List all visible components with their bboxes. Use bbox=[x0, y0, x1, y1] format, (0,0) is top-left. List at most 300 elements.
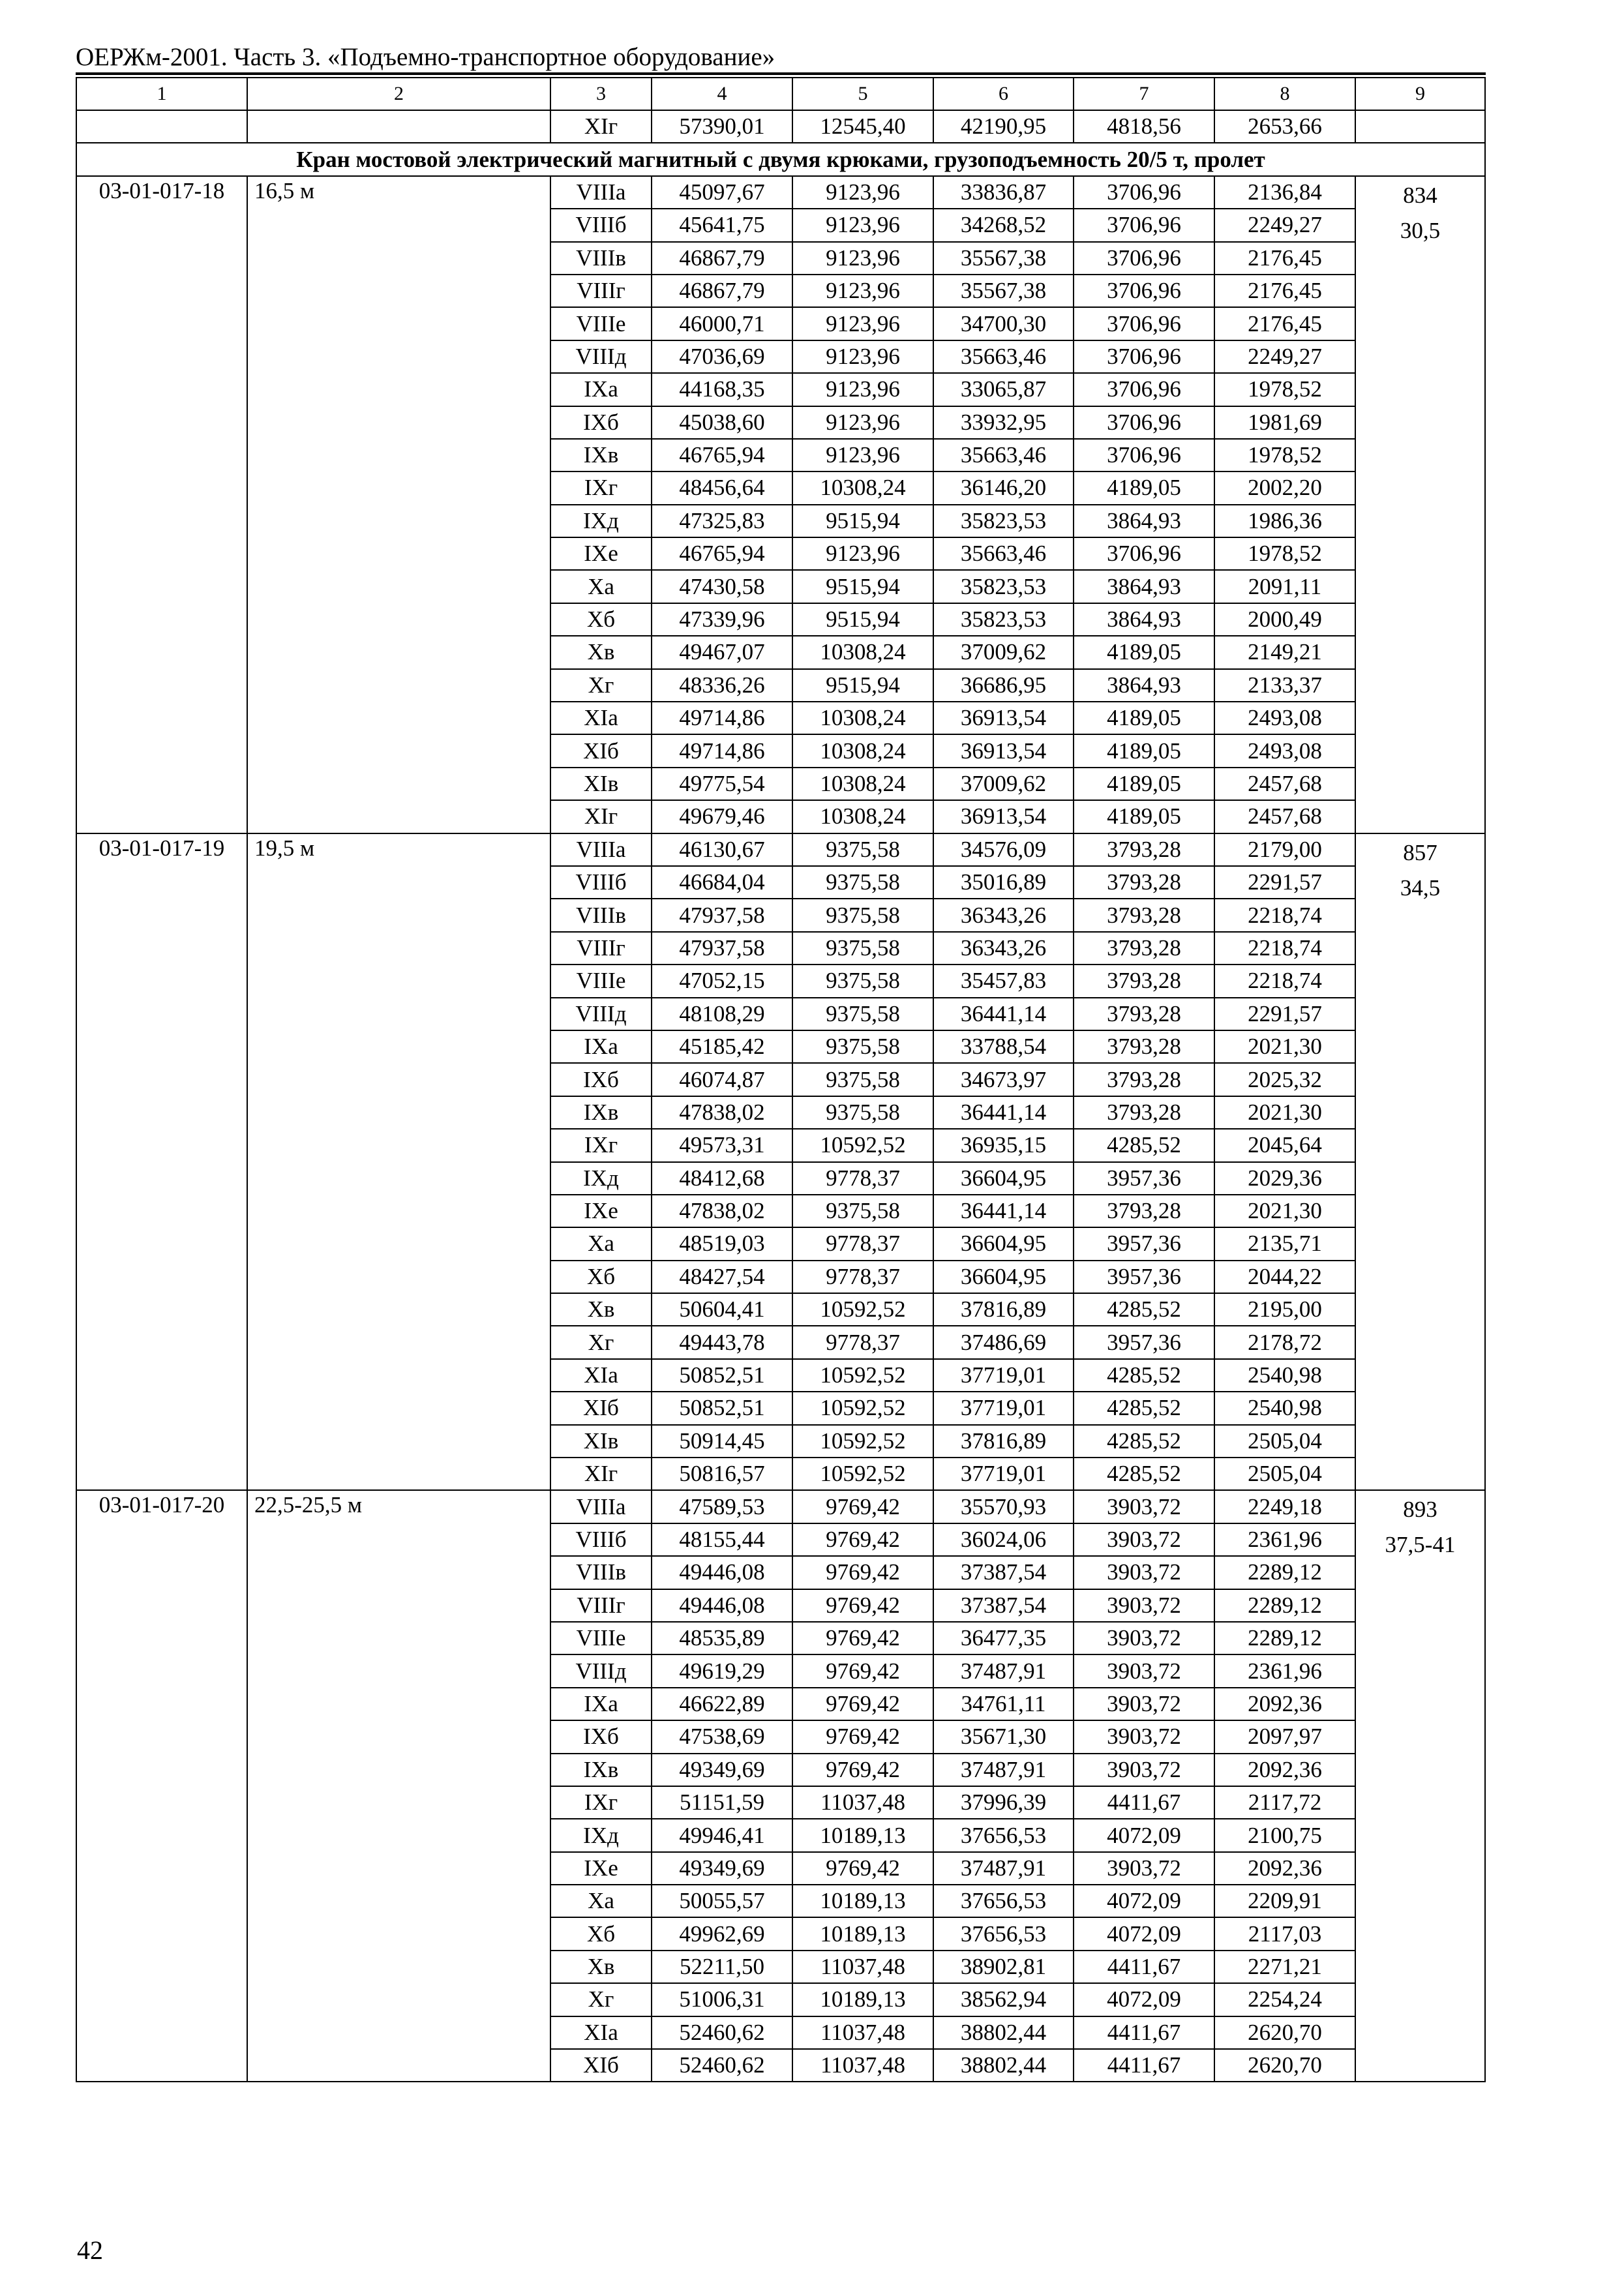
value-cell: 50852,51 bbox=[652, 1392, 792, 1424]
category-cell: Xг bbox=[550, 669, 652, 702]
value-cell: 37996,39 bbox=[933, 1786, 1074, 1819]
value-cell: 2218,74 bbox=[1214, 899, 1355, 931]
category-cell: VIIIв bbox=[550, 899, 652, 931]
value-cell: 3706,96 bbox=[1074, 176, 1214, 209]
column-number: 4 bbox=[652, 78, 792, 110]
value-cell: 2540,98 bbox=[1214, 1359, 1355, 1392]
value-cell: 3864,93 bbox=[1074, 603, 1214, 636]
value-cell: 1981,69 bbox=[1214, 406, 1355, 439]
value-cell: 4072,09 bbox=[1074, 1917, 1214, 1950]
value-cell: 3706,96 bbox=[1074, 406, 1214, 439]
value-cell: 35823,53 bbox=[933, 603, 1074, 636]
category-cell: IXг bbox=[550, 1129, 652, 1161]
value-cell: 9375,58 bbox=[792, 998, 933, 1030]
value-cell: 4072,09 bbox=[1074, 1819, 1214, 1851]
section-title-row bbox=[76, 143, 1485, 175]
value-cell: 9778,37 bbox=[792, 1261, 933, 1293]
value-cell: 9123,96 bbox=[792, 242, 933, 275]
value-cell: 2025,32 bbox=[1214, 1063, 1355, 1096]
value-cell: 2218,74 bbox=[1214, 932, 1355, 965]
value-cell: 9375,58 bbox=[792, 1030, 933, 1063]
value-cell: 9778,37 bbox=[792, 1162, 933, 1195]
value-cell: 2136,84 bbox=[1214, 176, 1355, 209]
value-cell: 2209,91 bbox=[1214, 1885, 1355, 1917]
value-cell: 3864,93 bbox=[1074, 669, 1214, 702]
value-cell: 9769,42 bbox=[792, 1654, 933, 1687]
value-cell: 11037,48 bbox=[792, 1786, 933, 1819]
value-cell: 46765,94 bbox=[652, 537, 792, 570]
value-cell: 2092,36 bbox=[1214, 1688, 1355, 1720]
category-cell: XIa bbox=[550, 702, 652, 734]
value-cell: 47325,83 bbox=[652, 505, 792, 537]
value-cell: 9375,58 bbox=[792, 965, 933, 997]
value-cell: 35823,53 bbox=[933, 570, 1074, 603]
category-cell: XIб bbox=[550, 734, 652, 767]
rates-table bbox=[76, 77, 1486, 2082]
value-cell: 35567,38 bbox=[933, 275, 1074, 307]
value-cell: 36604,95 bbox=[933, 1227, 1074, 1260]
value-cell: 4285,52 bbox=[1074, 1293, 1214, 1326]
value-cell: 46622,89 bbox=[652, 1688, 792, 1720]
category-cell: IXб bbox=[550, 1063, 652, 1096]
value-cell: 2289,12 bbox=[1214, 1622, 1355, 1654]
value-cell: 2092,36 bbox=[1214, 1754, 1355, 1786]
value-cell: 36343,26 bbox=[933, 899, 1074, 931]
category-cell: VIIIв bbox=[550, 242, 652, 275]
table-row bbox=[76, 176, 1485, 209]
value-cell: 4189,05 bbox=[1074, 768, 1214, 800]
value-cell: 10592,52 bbox=[792, 1425, 933, 1458]
value-cell: 47589,53 bbox=[652, 1490, 792, 1523]
value-cell: 2540,98 bbox=[1214, 1392, 1355, 1424]
value-cell: 3793,28 bbox=[1074, 998, 1214, 1030]
value-cell: 9123,96 bbox=[792, 275, 933, 307]
value-cell: 48456,64 bbox=[652, 471, 792, 504]
value-cell: 2291,57 bbox=[1214, 866, 1355, 899]
value-cell: 2457,68 bbox=[1214, 800, 1355, 833]
value-cell: 4189,05 bbox=[1074, 636, 1214, 668]
value-cell: 3957,36 bbox=[1074, 1261, 1214, 1293]
value-cell: 3903,72 bbox=[1074, 1622, 1214, 1654]
value-cell: 3957,36 bbox=[1074, 1227, 1214, 1260]
value-cell: 34761,11 bbox=[933, 1688, 1074, 1720]
category-cell: VIIIд bbox=[550, 1654, 652, 1687]
col9-value-a: 857 bbox=[1403, 839, 1437, 865]
category-cell: XIa bbox=[550, 1359, 652, 1392]
value-cell: 52460,62 bbox=[652, 2016, 792, 2049]
value-cell: 9515,94 bbox=[792, 603, 933, 636]
value-cell: 36935,15 bbox=[933, 1129, 1074, 1161]
value-cell: 10189,13 bbox=[792, 1917, 933, 1950]
value-cell: 4411,67 bbox=[1074, 1951, 1214, 1983]
value-cell: 10189,13 bbox=[792, 1819, 933, 1851]
value-cell: 47538,69 bbox=[652, 1720, 792, 1753]
value-cell: 2133,37 bbox=[1214, 669, 1355, 702]
value-cell: 45185,42 bbox=[652, 1030, 792, 1063]
category-cell: Xa bbox=[550, 1227, 652, 1260]
value-cell: 46765,94 bbox=[652, 439, 792, 471]
category-cell: IXг bbox=[550, 471, 652, 504]
value-cell: 48412,68 bbox=[652, 1162, 792, 1195]
value-cell: 10592,52 bbox=[792, 1129, 933, 1161]
value-cell: 49467,07 bbox=[652, 636, 792, 668]
value-cell: 37487,91 bbox=[933, 1852, 1074, 1885]
value-cell: 47052,15 bbox=[652, 965, 792, 997]
value-cell: 2176,45 bbox=[1214, 242, 1355, 275]
value-cell: 37387,54 bbox=[933, 1556, 1074, 1589]
value-cell: 38802,44 bbox=[933, 2049, 1074, 2082]
value-cell: 9375,58 bbox=[792, 899, 933, 931]
category-cell: VIIIб bbox=[550, 866, 652, 899]
col9-value-b: 37,5-41 bbox=[1385, 1532, 1456, 1558]
column-number: 6 bbox=[933, 78, 1074, 110]
value-cell: 4189,05 bbox=[1074, 471, 1214, 504]
col9-value-b: 34,5 bbox=[1400, 875, 1441, 901]
value-cell: 9769,42 bbox=[792, 1589, 933, 1622]
value-cell: 4189,05 bbox=[1074, 800, 1214, 833]
value-cell: 36913,54 bbox=[933, 734, 1074, 767]
value-cell: 2021,30 bbox=[1214, 1195, 1355, 1227]
value-cell: 10308,24 bbox=[792, 768, 933, 800]
category-cell: Xв bbox=[550, 1293, 652, 1326]
value-cell: 33065,87 bbox=[933, 373, 1074, 406]
category-cell: VIIIa bbox=[550, 833, 652, 866]
value-cell: 3793,28 bbox=[1074, 899, 1214, 931]
table-body bbox=[76, 78, 1485, 2082]
category-cell: VIIIe bbox=[550, 965, 652, 997]
column-number: 2 bbox=[247, 78, 550, 110]
value-cell: 49349,69 bbox=[652, 1852, 792, 1885]
value-cell: 51151,59 bbox=[652, 1786, 792, 1819]
value-cell: 9375,58 bbox=[792, 1063, 933, 1096]
value-cell: 2117,72 bbox=[1214, 1786, 1355, 1819]
value-cell: 47339,96 bbox=[652, 603, 792, 636]
category-cell: XIб bbox=[550, 1392, 652, 1424]
value-cell: 2176,45 bbox=[1214, 275, 1355, 307]
table-cell: XIг bbox=[550, 110, 652, 143]
value-cell: 9769,42 bbox=[792, 1754, 933, 1786]
value-cell: 46867,79 bbox=[652, 275, 792, 307]
value-cell: 36913,54 bbox=[933, 800, 1074, 833]
value-cell: 9769,42 bbox=[792, 1556, 933, 1589]
value-cell: 2361,96 bbox=[1214, 1654, 1355, 1687]
value-cell: 11037,48 bbox=[792, 2016, 933, 2049]
value-cell: 35457,83 bbox=[933, 965, 1074, 997]
value-cell: 37816,89 bbox=[933, 1425, 1074, 1458]
value-cell: 9123,96 bbox=[792, 439, 933, 471]
value-cell: 2092,36 bbox=[1214, 1852, 1355, 1885]
value-cell: 48519,03 bbox=[652, 1227, 792, 1260]
value-cell: 52211,50 bbox=[652, 1951, 792, 1983]
category-cell: IXe bbox=[550, 1852, 652, 1885]
value-cell: 9123,96 bbox=[792, 537, 933, 570]
value-cell: 35663,46 bbox=[933, 340, 1074, 373]
value-cell: 9769,42 bbox=[792, 1720, 933, 1753]
value-cell: 2493,08 bbox=[1214, 702, 1355, 734]
value-cell: 47838,02 bbox=[652, 1096, 792, 1129]
value-cell: 33836,87 bbox=[933, 176, 1074, 209]
category-cell: Xa bbox=[550, 570, 652, 603]
column-number: 9 bbox=[1355, 78, 1485, 110]
value-cell: 3903,72 bbox=[1074, 1688, 1214, 1720]
value-cell: 3793,28 bbox=[1074, 1195, 1214, 1227]
value-cell: 3706,96 bbox=[1074, 242, 1214, 275]
value-cell: 47937,58 bbox=[652, 932, 792, 965]
value-cell: 4411,67 bbox=[1074, 1786, 1214, 1819]
value-cell: 49775,54 bbox=[652, 768, 792, 800]
category-cell: XIг bbox=[550, 800, 652, 833]
value-cell: 4285,52 bbox=[1074, 1425, 1214, 1458]
category-cell: IXб bbox=[550, 1720, 652, 1753]
value-cell: 52460,62 bbox=[652, 2049, 792, 2082]
value-cell: 35567,38 bbox=[933, 242, 1074, 275]
category-cell: IXд bbox=[550, 505, 652, 537]
value-cell: 36913,54 bbox=[933, 702, 1074, 734]
value-cell: 47937,58 bbox=[652, 899, 792, 931]
value-cell: 9769,42 bbox=[792, 1622, 933, 1654]
value-cell: 49349,69 bbox=[652, 1754, 792, 1786]
value-cell: 3903,72 bbox=[1074, 1720, 1214, 1753]
value-cell: 3706,96 bbox=[1074, 340, 1214, 373]
category-cell: IXe bbox=[550, 1195, 652, 1227]
category-cell: IXв bbox=[550, 1754, 652, 1786]
value-cell: 10189,13 bbox=[792, 1983, 933, 2016]
value-cell: 1986,36 bbox=[1214, 505, 1355, 537]
table-cell bbox=[1355, 110, 1485, 143]
value-cell: 9515,94 bbox=[792, 669, 933, 702]
value-cell: 9515,94 bbox=[792, 570, 933, 603]
category-cell: XIв bbox=[550, 1425, 652, 1458]
category-cell: XIб bbox=[550, 2049, 652, 2082]
category-cell: XIв bbox=[550, 768, 652, 800]
value-cell: 45097,67 bbox=[652, 176, 792, 209]
value-cell: 2135,71 bbox=[1214, 1227, 1355, 1260]
value-cell: 33788,54 bbox=[933, 1030, 1074, 1063]
col9-cell bbox=[1355, 1490, 1485, 2082]
value-cell: 2271,21 bbox=[1214, 1951, 1355, 1983]
value-cell: 4072,09 bbox=[1074, 1885, 1214, 1917]
value-cell: 2249,18 bbox=[1214, 1490, 1355, 1523]
value-cell: 46867,79 bbox=[652, 242, 792, 275]
category-cell: VIIIб bbox=[550, 209, 652, 241]
table-cell: 12545,40 bbox=[792, 110, 933, 143]
value-cell: 3957,36 bbox=[1074, 1162, 1214, 1195]
value-cell: 48108,29 bbox=[652, 998, 792, 1030]
value-cell: 36024,06 bbox=[933, 1523, 1074, 1556]
value-cell: 4072,09 bbox=[1074, 1983, 1214, 2016]
value-cell: 4285,52 bbox=[1074, 1359, 1214, 1392]
value-cell: 9515,94 bbox=[792, 505, 933, 537]
category-cell: Xб bbox=[550, 603, 652, 636]
value-cell: 46130,67 bbox=[652, 833, 792, 866]
table-cell bbox=[76, 110, 247, 143]
value-cell: 3793,28 bbox=[1074, 1030, 1214, 1063]
category-cell: IXa bbox=[550, 373, 652, 406]
value-cell: 2097,97 bbox=[1214, 1720, 1355, 1753]
category-cell: XIa bbox=[550, 2016, 652, 2049]
category-cell: IXa bbox=[550, 1030, 652, 1063]
value-cell: 46074,87 bbox=[652, 1063, 792, 1096]
value-cell: 34268,52 bbox=[933, 209, 1074, 241]
item-code: 03-01-017-20 bbox=[76, 1490, 247, 2082]
value-cell: 37009,62 bbox=[933, 636, 1074, 668]
value-cell: 2000,49 bbox=[1214, 603, 1355, 636]
value-cell: 49962,69 bbox=[652, 1917, 792, 1950]
value-cell: 36604,95 bbox=[933, 1162, 1074, 1195]
value-cell: 11037,48 bbox=[792, 2049, 933, 2082]
value-cell: 3903,72 bbox=[1074, 1556, 1214, 1589]
col9-value-a: 834 bbox=[1403, 182, 1437, 208]
value-cell: 37486,69 bbox=[933, 1326, 1074, 1358]
table-cell: 42190,95 bbox=[933, 110, 1074, 143]
value-cell: 37487,91 bbox=[933, 1654, 1074, 1687]
value-cell: 37009,62 bbox=[933, 768, 1074, 800]
value-cell: 2505,04 bbox=[1214, 1458, 1355, 1490]
category-cell: VIIIe bbox=[550, 1622, 652, 1654]
value-cell: 9375,58 bbox=[792, 833, 933, 866]
value-cell: 3864,93 bbox=[1074, 505, 1214, 537]
value-cell: 49573,31 bbox=[652, 1129, 792, 1161]
value-cell: 45038,60 bbox=[652, 406, 792, 439]
value-cell: 2249,27 bbox=[1214, 340, 1355, 373]
value-cell: 4411,67 bbox=[1074, 2016, 1214, 2049]
value-cell: 2045,64 bbox=[1214, 1129, 1355, 1161]
category-cell: IXг bbox=[550, 1786, 652, 1819]
category-cell: Xв bbox=[550, 1951, 652, 1983]
value-cell: 2218,74 bbox=[1214, 965, 1355, 997]
value-cell: 3903,72 bbox=[1074, 1852, 1214, 1885]
value-cell: 10592,52 bbox=[792, 1392, 933, 1424]
value-cell: 3706,96 bbox=[1074, 307, 1214, 340]
value-cell: 2249,27 bbox=[1214, 209, 1355, 241]
col9-cell bbox=[1355, 833, 1485, 1491]
value-cell: 34700,30 bbox=[933, 307, 1074, 340]
category-cell: IXв bbox=[550, 439, 652, 471]
table-cell: 2653,66 bbox=[1214, 110, 1355, 143]
value-cell: 36343,26 bbox=[933, 932, 1074, 965]
value-cell: 2117,03 bbox=[1214, 1917, 1355, 1950]
page-number: 42 bbox=[77, 2236, 103, 2265]
value-cell: 47838,02 bbox=[652, 1195, 792, 1227]
value-cell: 50914,45 bbox=[652, 1425, 792, 1458]
item-code: 03-01-017-18 bbox=[76, 176, 247, 833]
value-cell: 3793,28 bbox=[1074, 1063, 1214, 1096]
value-cell: 47036,69 bbox=[652, 340, 792, 373]
value-cell: 37487,91 bbox=[933, 1754, 1074, 1786]
value-cell: 9123,96 bbox=[792, 406, 933, 439]
value-cell: 36146,20 bbox=[933, 471, 1074, 504]
value-cell: 36441,14 bbox=[933, 1195, 1074, 1227]
value-cell: 10308,24 bbox=[792, 636, 933, 668]
value-cell: 50055,57 bbox=[652, 1885, 792, 1917]
value-cell: 2505,04 bbox=[1214, 1425, 1355, 1458]
category-cell: VIIIe bbox=[550, 307, 652, 340]
value-cell: 37719,01 bbox=[933, 1359, 1074, 1392]
value-cell: 35663,46 bbox=[933, 439, 1074, 471]
category-cell: XIг bbox=[550, 1458, 652, 1490]
value-cell: 46684,04 bbox=[652, 866, 792, 899]
category-cell: Xг bbox=[550, 1983, 652, 2016]
value-cell: 37719,01 bbox=[933, 1392, 1074, 1424]
column-number: 3 bbox=[550, 78, 652, 110]
value-cell: 9375,58 bbox=[792, 1096, 933, 1129]
value-cell: 1978,52 bbox=[1214, 373, 1355, 406]
value-cell: 36604,95 bbox=[933, 1261, 1074, 1293]
value-cell: 3957,36 bbox=[1074, 1326, 1214, 1358]
value-cell: 48155,44 bbox=[652, 1523, 792, 1556]
value-cell: 2100,75 bbox=[1214, 1819, 1355, 1851]
value-cell: 3793,28 bbox=[1074, 833, 1214, 866]
value-cell: 37656,53 bbox=[933, 1917, 1074, 1950]
carry-over-row bbox=[76, 110, 1485, 143]
value-cell: 2021,30 bbox=[1214, 1030, 1355, 1063]
category-cell: Xa bbox=[550, 1885, 652, 1917]
section-title: Кран мостовой электрический магнитный с двумя крюками, грузоподъемность 20/5 т, пролет bbox=[76, 143, 1485, 175]
value-cell: 3706,96 bbox=[1074, 275, 1214, 307]
value-cell: 2289,12 bbox=[1214, 1556, 1355, 1589]
value-cell: 49619,29 bbox=[652, 1654, 792, 1687]
value-cell: 2254,24 bbox=[1214, 1983, 1355, 2016]
span-value: 22,5-25,5 м bbox=[247, 1490, 550, 2082]
value-cell: 2291,57 bbox=[1214, 998, 1355, 1030]
value-cell: 49446,08 bbox=[652, 1589, 792, 1622]
category-cell: IXд bbox=[550, 1819, 652, 1851]
value-cell: 10308,24 bbox=[792, 702, 933, 734]
category-cell: Xв bbox=[550, 636, 652, 668]
category-cell: VIIIa bbox=[550, 176, 652, 209]
value-cell: 44168,35 bbox=[652, 373, 792, 406]
category-cell: Xг bbox=[550, 1326, 652, 1358]
value-cell: 2361,96 bbox=[1214, 1523, 1355, 1556]
value-cell: 3793,28 bbox=[1074, 1096, 1214, 1129]
value-cell: 4285,52 bbox=[1074, 1458, 1214, 1490]
value-cell: 49446,08 bbox=[652, 1556, 792, 1589]
value-cell: 35671,30 bbox=[933, 1720, 1074, 1753]
value-cell: 49679,46 bbox=[652, 800, 792, 833]
value-cell: 37719,01 bbox=[933, 1458, 1074, 1490]
item-code: 03-01-017-19 bbox=[76, 833, 247, 1491]
value-cell: 48336,26 bbox=[652, 669, 792, 702]
value-cell: 10308,24 bbox=[792, 734, 933, 767]
value-cell: 37656,53 bbox=[933, 1819, 1074, 1851]
value-cell: 9123,96 bbox=[792, 373, 933, 406]
table-cell: 57390,01 bbox=[652, 110, 792, 143]
value-cell: 49714,86 bbox=[652, 734, 792, 767]
value-cell: 3793,28 bbox=[1074, 965, 1214, 997]
category-cell: VIIIв bbox=[550, 1556, 652, 1589]
value-cell: 9123,96 bbox=[792, 340, 933, 373]
value-cell: 49946,41 bbox=[652, 1819, 792, 1851]
value-cell: 47430,58 bbox=[652, 570, 792, 603]
value-cell: 2289,12 bbox=[1214, 1589, 1355, 1622]
value-cell: 37387,54 bbox=[933, 1589, 1074, 1622]
value-cell: 35823,53 bbox=[933, 505, 1074, 537]
table-row bbox=[76, 1490, 1485, 1523]
value-cell: 38562,94 bbox=[933, 1983, 1074, 2016]
value-cell: 37656,53 bbox=[933, 1885, 1074, 1917]
value-cell: 49443,78 bbox=[652, 1326, 792, 1358]
category-cell: VIIIд bbox=[550, 998, 652, 1030]
category-cell: IXд bbox=[550, 1162, 652, 1195]
column-number: 1 bbox=[76, 78, 247, 110]
value-cell: 37816,89 bbox=[933, 1293, 1074, 1326]
value-cell: 3793,28 bbox=[1074, 866, 1214, 899]
value-cell: 2029,36 bbox=[1214, 1162, 1355, 1195]
value-cell: 3903,72 bbox=[1074, 1754, 1214, 1786]
category-cell: VIIIд bbox=[550, 340, 652, 373]
value-cell: 2620,70 bbox=[1214, 2049, 1355, 2082]
running-title: ОЕРЖм-2001. Часть 3. «Подъемно-транспортное оборудование» bbox=[76, 43, 775, 71]
